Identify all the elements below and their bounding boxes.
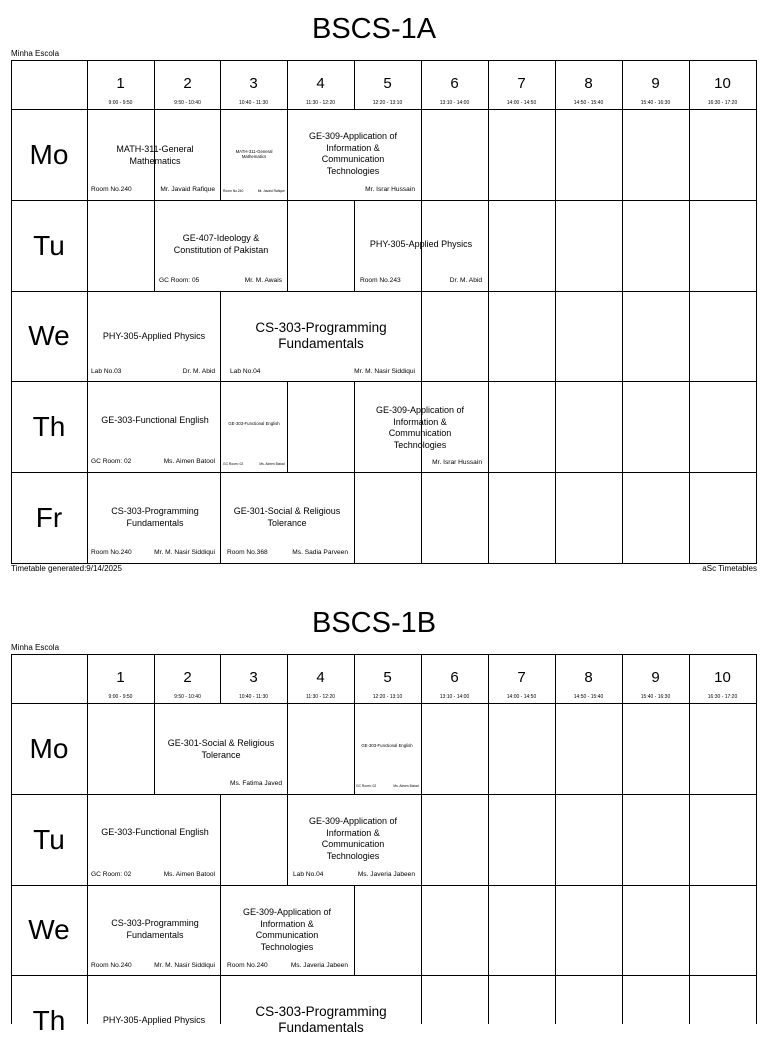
period-number: 9 [651, 75, 660, 92]
period-time: 9:50 - 10:40 [174, 694, 201, 700]
day-label: Th [32, 1005, 66, 1036]
lesson-subject: CS-303-Programming Fundamentals [255, 1004, 387, 1035]
period-time: 9:00 - 9:50 [108, 694, 133, 700]
period-number: 8 [584, 669, 593, 686]
lesson-subject: GE-309-Application of Information & Communication Technologies [308, 131, 398, 176]
period-number: 6 [450, 75, 459, 92]
lesson-room: Lab No.03 [91, 368, 122, 375]
timetable-grid [11, 60, 757, 564]
lesson-subject: PHY-305-Applied Physics [369, 239, 473, 249]
period-number: 9 [651, 669, 660, 686]
lesson-subject: GE-309-Application of Information & Communication Technologies [308, 816, 398, 861]
period-number: 6 [450, 669, 459, 686]
period-number: 2 [183, 75, 192, 92]
lesson-subject: GE-303-Functional English [101, 827, 209, 837]
day-label: Tu [33, 824, 65, 855]
period-number: 1 [116, 669, 125, 686]
period-time: 14:00 - 14:50 [506, 100, 537, 106]
day-label: Mo [29, 733, 69, 764]
period-number: 7 [517, 669, 526, 686]
lesson-room: GC Room: 02 [356, 784, 377, 788]
lesson-teacher: Ms. Javeria Jabeen [290, 962, 348, 969]
lesson-teacher: Ms. Sadia Parveen [292, 549, 348, 556]
day-label: We [28, 914, 70, 945]
period-number: 4 [316, 669, 325, 686]
period-number: 8 [584, 75, 593, 92]
school-name: Minha Escola [11, 49, 60, 58]
period-number: 5 [383, 75, 392, 92]
lesson-subject: MATH-311-General Mathematics [116, 144, 194, 166]
lesson-subject: GE-301-Social & Religious Tolerance [167, 738, 275, 760]
lesson-room: Room No.240 [91, 549, 132, 556]
lesson-subject: PHY-305-Applied Physics [102, 1015, 206, 1025]
lesson-room: Lab No.04 [230, 368, 261, 375]
lesson-subject: GE-407-Ideology & Constitution of Pakistan [173, 233, 269, 255]
timetable-grid [11, 654, 757, 1036]
period-time: 13:10 - 14:00 [439, 694, 470, 700]
lesson-subject: GE-301-Social & Religious Tolerance [233, 506, 341, 528]
day-label: We [28, 320, 70, 351]
lesson-teacher: Mr. Javaid Rafique [257, 189, 285, 193]
school-name: Minha Escola [11, 643, 60, 652]
lesson-teacher: Mr. Javaid Rafique [160, 186, 215, 193]
period-time: 16:30 - 17:20 [707, 100, 738, 106]
period-number: 7 [517, 75, 526, 92]
period-number: 10 [714, 669, 731, 686]
lesson-room: Room No.240 [227, 962, 268, 969]
period-number: 10 [714, 75, 731, 92]
lesson-teacher: Ms. Fatima Javed [229, 780, 282, 787]
period-time: 10:40 - 11:30 [238, 694, 269, 700]
period-number: 5 [383, 669, 392, 686]
period-time: 16:30 - 17:20 [707, 694, 738, 700]
lesson-room: GC Room: 05 [159, 277, 200, 284]
period-number: 3 [249, 669, 258, 686]
period-time: 9:00 - 9:50 [108, 100, 133, 106]
timetable-title: BSCS-1A [312, 13, 437, 45]
lesson-subject: GE-303-Functional English [228, 421, 280, 426]
lesson-subject: CS-303-Programming Fundamentals [111, 918, 199, 940]
period-time: 14:00 - 14:50 [506, 694, 537, 700]
lesson-teacher: Ms. Aimen Batool [163, 458, 215, 465]
lesson-room: Room No.240 [91, 962, 132, 969]
period-number: 1 [116, 75, 125, 92]
lesson-subject: GE-303-Functional English [361, 743, 413, 748]
lesson-room: GC Room: 02 [91, 458, 132, 465]
lesson-room: Room No.240 [223, 189, 244, 193]
period-number: 2 [183, 669, 192, 686]
lesson-room: GC Room: 02 [223, 462, 244, 466]
lesson-teacher: Ms. Aimen Batool [259, 462, 285, 466]
footer-generated: Timetable generated:9/14/2025 [11, 564, 122, 573]
lesson-teacher: Mr. Israr Hussain [365, 186, 415, 193]
period-number: 3 [249, 75, 258, 92]
day-label: Fr [35, 502, 63, 533]
lesson-teacher: Ms. Aimen Batool [163, 871, 215, 878]
lesson-room: Room No.243 [360, 277, 401, 284]
day-label: Tu [33, 230, 65, 261]
lesson-teacher: Ms. Javeria Jabeen [357, 871, 415, 878]
footer-brand: aSc Timetables [702, 564, 757, 573]
period-time: 11:30 - 12:20 [305, 100, 336, 106]
period-time: 12:20 - 13:10 [372, 694, 403, 700]
lesson-teacher: Mr. M. Nasir Siddiqui [154, 962, 215, 969]
day-label: Th [32, 411, 66, 442]
lesson-teacher: Ms. Aimen Batool [393, 784, 419, 788]
lesson-room: Lab No.04 [293, 871, 324, 878]
period-time: 15:40 - 16:30 [640, 100, 671, 106]
lesson-subject: CS-303-Programming Fundamentals [111, 506, 199, 528]
period-time: 15:40 - 16:30 [640, 694, 671, 700]
lesson-teacher: Mr. Israr Hussain [432, 459, 482, 466]
lesson-room: Room No.368 [227, 549, 268, 556]
period-time: 13:10 - 14:00 [439, 100, 470, 106]
lesson-subject: GE-303-Functional English [101, 415, 209, 425]
period-time: 14:50 - 15:40 [573, 694, 604, 700]
period-time: 10:40 - 11:30 [238, 100, 269, 106]
lesson-teacher: Mr. M. Awais [244, 277, 282, 284]
lesson-subject: GE-309-Application of Information & Communication Technologies [242, 907, 332, 952]
lesson-teacher: Dr. M. Abid [449, 277, 482, 284]
period-time: 12:20 - 13:10 [372, 100, 403, 106]
lesson-subject: GE-309-Application of Information & Communication Technologies [375, 405, 465, 450]
lesson-subject: PHY-305-Applied Physics [102, 331, 206, 341]
lesson-teacher: Dr. M. Abid [182, 368, 215, 375]
period-number: 4 [316, 75, 325, 92]
day-label: Mo [29, 139, 69, 170]
lesson-room: GC Room: 02 [91, 871, 132, 878]
period-time: 14:50 - 15:40 [573, 100, 604, 106]
lesson-subject: MATH-311-General Mathematics [235, 149, 273, 160]
period-time: 9:50 - 10:40 [174, 100, 201, 106]
lesson-teacher: Mr. M. Nasir Siddiqui [154, 549, 215, 556]
lesson-subject: CS-303-Programming Fundamentals [255, 320, 387, 351]
lesson-room: Room No.240 [91, 186, 132, 193]
period-time: 11:30 - 12:20 [305, 694, 336, 700]
lesson-teacher: Mr. M. Nasir Siddiqui [354, 368, 415, 375]
timetable-title: BSCS-1B [312, 607, 437, 639]
